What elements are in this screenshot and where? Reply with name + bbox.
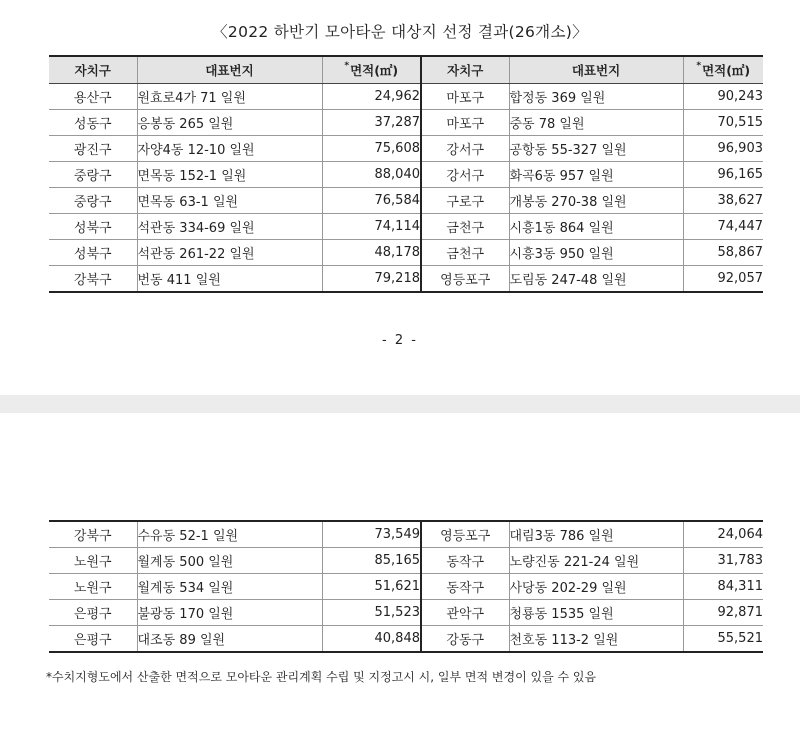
district-cell: 성북구 — [49, 240, 137, 266]
area-cell: 85,165 — [322, 548, 421, 574]
header-area-label: 면적(㎡) — [350, 63, 399, 78]
address-cell: 응봉동 265 일원 — [137, 110, 322, 136]
area-cell: 90,243 — [683, 84, 763, 110]
district-cell: 강북구 — [49, 521, 137, 548]
address-cell: 시흥3동 950 일원 — [509, 240, 683, 266]
table-row — [49, 84, 763, 110]
area-cell: 88,040 — [322, 162, 421, 188]
area-cell: 51,523 — [322, 600, 421, 626]
header-district: 자치구 — [421, 56, 509, 84]
district-cell: 마포구 — [421, 84, 509, 110]
district-cell: 노원구 — [49, 574, 137, 600]
address-cell: 사당동 202-29 일원 — [509, 574, 683, 600]
area-cell: 79,218 — [322, 266, 421, 293]
area-cell: 70,515 — [683, 110, 763, 136]
area-cell: 74,114 — [322, 214, 421, 240]
header-area — [683, 56, 763, 84]
address-cell: 자양4동 12-10 일원 — [137, 136, 322, 162]
district-cell: 관악구 — [421, 600, 509, 626]
district-cell: 중랑구 — [49, 162, 137, 188]
district-cell: 성북구 — [49, 214, 137, 240]
district-cell: 금천구 — [421, 240, 509, 266]
area-cell: 74,447 — [683, 214, 763, 240]
address-cell: 월계동 500 일원 — [137, 548, 322, 574]
address-cell: 석관동 261-22 일원 — [137, 240, 322, 266]
address-cell: 시흥1동 864 일원 — [509, 214, 683, 240]
area-cell: 96,165 — [683, 162, 763, 188]
area-cell: 48,178 — [322, 240, 421, 266]
table-row — [49, 240, 763, 266]
table-row — [49, 266, 763, 293]
district-cell: 영등포구 — [421, 521, 509, 548]
address-cell: 도림동 247-48 일원 — [509, 266, 683, 293]
district-cell: 금천구 — [421, 214, 509, 240]
district-cell: 은평구 — [73, 633, 112, 648]
district-cell: 광진구 — [49, 136, 137, 162]
address-cell: 노량진동 221-24 일원 — [509, 548, 683, 574]
selection-results-table — [49, 55, 763, 293]
area-cell: 40,848 — [322, 626, 421, 653]
address-cell: 대림3동 786 일원 — [509, 521, 683, 548]
area-cell: 24,962 — [322, 84, 421, 110]
table-row — [49, 110, 763, 136]
table-row — [49, 521, 763, 548]
header-district: 자치구 — [49, 56, 137, 84]
table-row — [49, 548, 763, 574]
address-cell: 합정동 369 일원 — [509, 84, 683, 110]
address-cell: 화곡6동 957 일원 — [509, 162, 683, 188]
footnote-marker: * — [696, 61, 702, 71]
area-cell: 76,584 — [322, 188, 421, 214]
header-address: 대표번지 — [137, 56, 322, 84]
district-cell: 강서구 — [421, 136, 509, 162]
district-cell: 강북구 — [73, 273, 112, 288]
address-cell: 공항동 55-327 일원 — [509, 136, 683, 162]
district-cell: 강동구 — [421, 626, 509, 653]
table-row — [49, 600, 763, 626]
document-title: 〈2022 하반기 모아타운 대상지 선정 결과(26개소)〉 — [212, 23, 588, 41]
footnote-marker: * — [344, 61, 350, 71]
table-row — [49, 188, 763, 214]
area-cell: 37,287 — [322, 110, 421, 136]
header-area — [322, 56, 421, 84]
district-cell: 영등포구 — [421, 266, 509, 293]
area-cell: 38,627 — [683, 188, 763, 214]
district-cell: 성동구 — [49, 110, 137, 136]
table-row — [49, 214, 763, 240]
area-cell: 58,867 — [683, 240, 763, 266]
address-cell: 번동 411 일원 — [137, 266, 322, 293]
district-cell: 용산구 — [49, 84, 137, 110]
district-cell: 중랑구 — [49, 188, 137, 214]
header-area-label: 면적(㎡) — [702, 63, 751, 78]
district-cell: 은평구 — [49, 600, 137, 626]
address-cell: 면목동 152-1 일원 — [137, 162, 322, 188]
address-cell: 개봉동 270-38 일원 — [509, 188, 683, 214]
address-cell: 중동 78 일원 — [509, 110, 683, 136]
area-cell: 96,903 — [683, 136, 763, 162]
table-row — [49, 574, 763, 600]
selection-results-table-continued — [49, 520, 763, 653]
table-row — [49, 626, 763, 653]
district-cell: 강서구 — [421, 162, 509, 188]
address-cell: 월계동 534 일원 — [137, 574, 322, 600]
page-number: - 2 - — [382, 333, 418, 348]
area-cell: 75,608 — [322, 136, 421, 162]
table-header-row — [49, 56, 763, 84]
area-cell: 55,521 — [683, 626, 763, 653]
district-cell: 노원구 — [49, 548, 137, 574]
address-cell: 청룡동 1535 일원 — [509, 600, 683, 626]
footnote: *수치지형도에서 산출한 면적으로 모아타운 관리계획 수립 및 지정고시 시, 일부 면적 변경이 있을 수 있음 — [46, 670, 597, 684]
area-cell: 51,621 — [322, 574, 421, 600]
area-cell: 24,064 — [683, 521, 763, 548]
table-row — [49, 136, 763, 162]
district-cell: 마포구 — [421, 110, 509, 136]
header-address: 대표번지 — [509, 56, 683, 84]
address-cell: 대조동 89 일원 — [137, 626, 322, 653]
district-cell: 구로구 — [421, 188, 509, 214]
address-cell: 석관동 334-69 일원 — [137, 214, 322, 240]
area-cell: 31,783 — [683, 548, 763, 574]
address-cell: 면목동 63-1 일원 — [137, 188, 322, 214]
page-separator — [0, 395, 800, 413]
document-page-2 — [0, 413, 800, 730]
area-cell: 92,871 — [683, 600, 763, 626]
address-cell: 원효로4가 71 일원 — [137, 84, 322, 110]
area-cell: 84,311 — [683, 574, 763, 600]
address-cell: 수유동 52-1 일원 — [137, 521, 322, 548]
area-cell: 73,549 — [322, 521, 421, 548]
area-cell: 92,057 — [683, 266, 763, 293]
table-row — [49, 162, 763, 188]
address-cell: 불광동 170 일원 — [137, 600, 322, 626]
district-cell: 동작구 — [421, 548, 509, 574]
address-cell: 천호동 113-2 일원 — [509, 626, 683, 653]
district-cell: 동작구 — [421, 574, 509, 600]
